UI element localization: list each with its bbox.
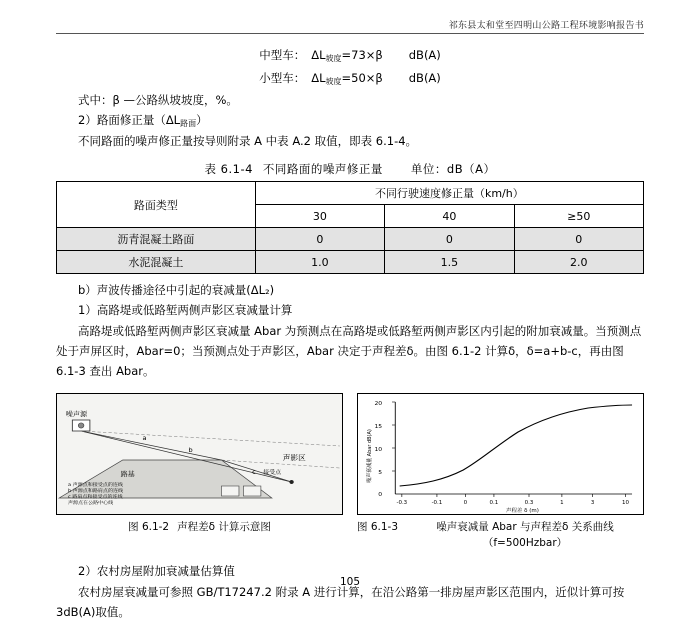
y-tick-20: 20: [374, 401, 383, 407]
section-heading-attenuation: b）声波传播途径中引起的衰减量(ΔL₂): [78, 283, 275, 298]
table-caption-unit: 单位：dB（A）: [410, 162, 496, 177]
y-tick-10: 10: [374, 447, 383, 453]
y-axis-label: 噪声衰减量 Abar dB(A): [366, 429, 374, 483]
table-cell-value: 1.5: [385, 251, 514, 274]
table-cell-value: 0: [514, 228, 643, 251]
table-header-road-type: 路面类型: [57, 182, 256, 228]
figure-caption-text: 声程差δ 计算示意图: [177, 520, 271, 533]
formula-medium-sub: 坡度: [325, 54, 342, 63]
section-heading-road-surface-sub: 路面: [180, 119, 197, 129]
x-tick-10: 10: [621, 500, 629, 506]
formula-small-vehicle: [56, 67, 644, 90]
formula-medium-expr: ΔL: [311, 48, 326, 62]
x-tick-0: 0: [463, 500, 468, 506]
figure-abar-curve: [357, 393, 644, 552]
figure-caption-text: 噪声衰减量 Abar 与声程差δ 关系曲线（f=500Hzbar）: [436, 520, 614, 549]
label-a: a: [142, 435, 147, 442]
table-caption-number: 表 6.1-4: [204, 162, 253, 177]
table-cell-road-type: 沥青混凝土路面: [57, 228, 256, 251]
table-header-speed-40: 40: [385, 205, 514, 228]
table-row: [57, 228, 644, 251]
section-heading-rural-house: 2）农村房屋附加衰减量估算值: [78, 564, 235, 579]
road-surface-correction-table: [56, 181, 644, 274]
x-tick-3: 3: [590, 500, 595, 506]
paragraph-rural-house: 农村房屋衰减量可参照 GB/T17247.2 附录 A 进行计算，在沿公路第一排房屋声影区范围内，近似计算可按 3dB(A)取值。: [56, 584, 625, 619]
section-heading-shadow-zone: 1）高路堤或低路堑两侧声影区衰减量计算: [78, 303, 293, 318]
y-tick-0: 0: [378, 492, 383, 498]
label-b: b: [188, 447, 193, 454]
figure-path-difference: [56, 393, 343, 552]
figure-note-2: b 声源点和路肩点的连线: [67, 489, 124, 494]
paragraph-shadow-zone: 高路堤或低路堑两侧声影区衰减量 Abar 为预测点在高路堤或低路堑两侧声影区内引起的附加衰减量。当预测点处于声屏区时，Abar=0；当预测点处于声影区，Abar 决定于声程差δ。由图 6.1-2 计算δ，δ=a+b-c，再由图 6.1-3 查出 Abar。: [56, 323, 642, 378]
table-header-speed-30: 30: [255, 205, 384, 228]
y-tick-15: 15: [374, 424, 383, 430]
x-axis-label: 声程差 δ (m): [506, 508, 539, 514]
label-c: c: [252, 469, 256, 476]
section-heading-road-surface: [56, 110, 644, 131]
table-header-row: [57, 182, 644, 205]
formula-medium-vehicle: [56, 44, 644, 67]
table-caption-title: 不同路面的噪声修正量: [262, 162, 383, 177]
figure-abar-curve-caption: [357, 520, 644, 552]
path-difference-diagram: [57, 394, 342, 514]
formula-small-expr: ΔL: [311, 71, 326, 85]
table-cell-value: 2.0: [514, 251, 643, 274]
table-cell-road-type: 水泥混凝土: [57, 251, 256, 274]
paragraph-road-surface: 不同路面的噪声修正量按导则附录 A 中表 A.2 取值，即表 6.1-4。: [78, 134, 418, 149]
x-tick-n01: -0.1: [431, 500, 443, 506]
figure-note-4: 声源点在公路中心线: [67, 501, 114, 506]
x-tick-1: 1: [560, 500, 564, 506]
formula-medium-unit: dB(A): [408, 48, 441, 62]
y-tick-5: 5: [378, 470, 383, 476]
formula-small-unit: dB(A): [408, 71, 441, 85]
section-heading-road-surface-end: ）: [196, 113, 208, 128]
label-shadow-zone: 声影区: [282, 453, 306, 462]
figure-path-difference-image: [56, 393, 343, 515]
formula-medium-value: =73×β: [341, 48, 383, 62]
figure-path-difference-caption: [56, 520, 343, 536]
table-cell-value: 0: [255, 228, 384, 251]
label-noise-source: 噪声源: [65, 410, 88, 418]
figure-index: 图 6.1-2: [128, 520, 170, 533]
figure-note-1: a 声源点和接受点的连线: [67, 483, 123, 488]
table-cell-value: 1.0: [255, 251, 384, 274]
table-row: [57, 251, 644, 274]
section-heading-road-surface-text: 2）路面修正量（ΔL: [78, 113, 181, 128]
formula-small-sub: 坡度: [325, 77, 342, 86]
abar-curve-chart: [358, 394, 643, 514]
table-header-speed-50: ≥50: [514, 205, 643, 228]
formula-small-label: 小型车：: [259, 71, 306, 85]
formula-small-value: =50×β: [341, 71, 383, 85]
table-header-speed-group: 不同行驶速度修正量（km/h）: [255, 182, 643, 205]
table-caption: [56, 161, 644, 177]
table-cell-value: 0: [385, 228, 514, 251]
figure-note-3: c 路肩点和接受点的连线: [67, 495, 123, 500]
figure-index: 图 6.1-3: [357, 520, 399, 533]
x-tick-01: 0.1: [489, 500, 499, 506]
where-line: 式中：β —公路纵坡坡度，%。: [78, 93, 238, 107]
page-number: 105: [339, 576, 361, 588]
label-receiver: 接受点: [263, 470, 282, 476]
label-roadbed: 路基: [120, 470, 135, 478]
formula-medium-label: 中型车：: [259, 48, 306, 62]
x-tick-n03: -0.3: [396, 500, 408, 506]
figure-abar-curve-image: [357, 393, 644, 515]
figures-row: [56, 393, 644, 552]
page-header: 祁东县太和堂至四明山公路工程环境影响报告书: [56, 18, 644, 34]
x-tick-03: 0.3: [524, 500, 534, 506]
